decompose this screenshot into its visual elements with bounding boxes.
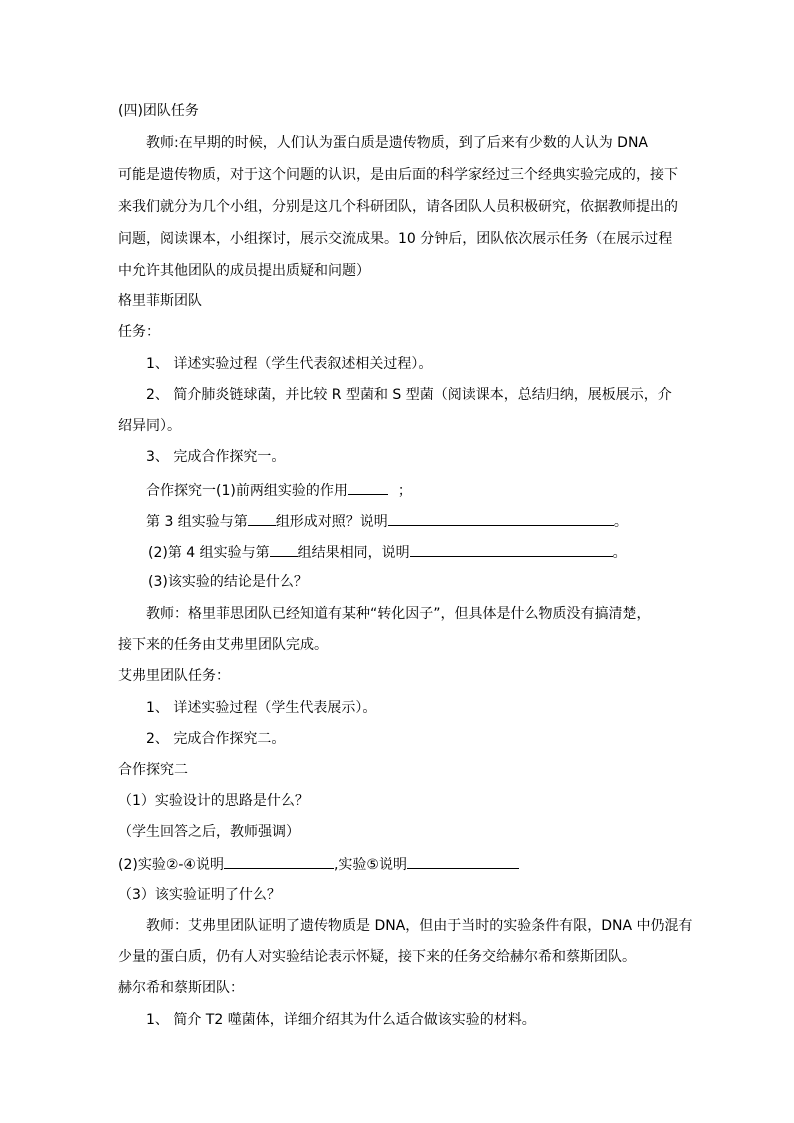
- griffith-question-1: [146, 480, 412, 500]
- avery-question-2: [118, 854, 519, 874]
- question-text: (2)实验②-④说明: [118, 857, 224, 873]
- griffith-teacher-line-2: 接下来的任务由艾弗里团队完成。: [118, 637, 328, 653]
- question-text: 组结果相同，说明: [297, 545, 410, 561]
- question-text: 。: [613, 514, 628, 530]
- intro-line-2: 可能是遗传物质，对于这个问题的认识，是由后面的科学家经过三个经典实验完成的，接下: [118, 167, 678, 183]
- avery-item-2: 2、 完成合作探究二。: [146, 731, 286, 747]
- griffith-item-2a: 2、 简介肺炎链球菌，并比较 R 型菌和 S 型菌（阅读课本，总结归纳，展板展示，介: [146, 387, 672, 403]
- griffith-question-3: [148, 542, 627, 562]
- hershey-heading: 赫尔希和蔡斯团队：: [118, 980, 244, 996]
- intro-line-3: 来我们就分为几个小组，分别是这几个科研团队，请各团队人员积极研究，依据教师提出的: [118, 199, 678, 215]
- question-text: 第 3 组实验与第: [146, 514, 248, 530]
- answer-blank[interactable]: [348, 480, 388, 495]
- question-text: 。: [612, 545, 627, 561]
- avery-question-1-note: （学生回答之后，教师强调）: [118, 824, 300, 840]
- answer-blank[interactable]: [407, 854, 519, 869]
- answer-blank[interactable]: [410, 542, 613, 557]
- intro-line-5: 中允许其他团队的成员提出质疑和问题）: [118, 263, 370, 279]
- hershey-item-1: 1、 简介 T2 噬菌体，详细介绍其为什么适合做该实验的材料。: [146, 1012, 536, 1028]
- griffith-item-2b: 绍异同）。: [118, 418, 181, 434]
- answer-blank[interactable]: [248, 511, 276, 526]
- question-text: ；: [397, 483, 412, 499]
- avery-question-1: （1）实验设计的思路是什么？: [118, 793, 309, 809]
- griffith-heading: 格里菲斯团队: [118, 293, 202, 309]
- intro-line-1: 教师:在早期的时候，人们认为蛋白质是遗传物质，到了后来有少数的人认为 DNA: [146, 135, 648, 151]
- section-title: (四)团队任务: [118, 103, 199, 119]
- answer-blank[interactable]: [270, 542, 298, 557]
- griffith-item-1: 1、 详述实验过程（学生代表叙述相关过程）。: [146, 356, 433, 372]
- question-text: 组形成对照？说明: [275, 514, 388, 530]
- answer-blank[interactable]: [388, 511, 614, 526]
- avery-teacher-line-2: 少量的蛋白质，仍有人对实验结论表示怀疑，接下来的任务交给赫尔希和蔡斯团队。: [118, 949, 636, 965]
- griffith-question-2: [146, 511, 628, 531]
- question-text: 合作探究一(1)前两组实验的作用: [146, 483, 348, 499]
- avery-item-1: 1、 详述实验过程（学生代表展示）。: [146, 700, 377, 716]
- avery-heading: 艾弗里团队任务：: [118, 668, 230, 684]
- griffith-teacher-line-1: 教师：格里菲思团队已经知道有某种“转化因子”，但具体是什么物质没有搞清楚，: [146, 606, 651, 622]
- question-text: (2)第 4 组实验与第: [148, 545, 270, 561]
- griffith-item-3: 3、 完成合作探究一。: [146, 449, 286, 465]
- avery-sub-heading: 合作探究二: [118, 762, 188, 778]
- griffith-task-label: 任务：: [118, 324, 160, 340]
- answer-blank[interactable]: [224, 854, 334, 869]
- intro-line-4: 问题，阅读课本，小组探讨，展示交流成果。10 分钟后，团队依次展示任务（在展示过程: [118, 231, 673, 247]
- question-text: ,实验⑤说明: [333, 857, 407, 873]
- avery-question-3: （3）该实验证明了什么？: [118, 887, 281, 903]
- avery-teacher-line-1: 教师：艾弗里团队证明了遗传物质是 DNA，但由于当时的实验条件有限，DNA 中仍混有: [146, 918, 693, 934]
- griffith-question-4: (3)该实验的结论是什么？: [148, 574, 308, 590]
